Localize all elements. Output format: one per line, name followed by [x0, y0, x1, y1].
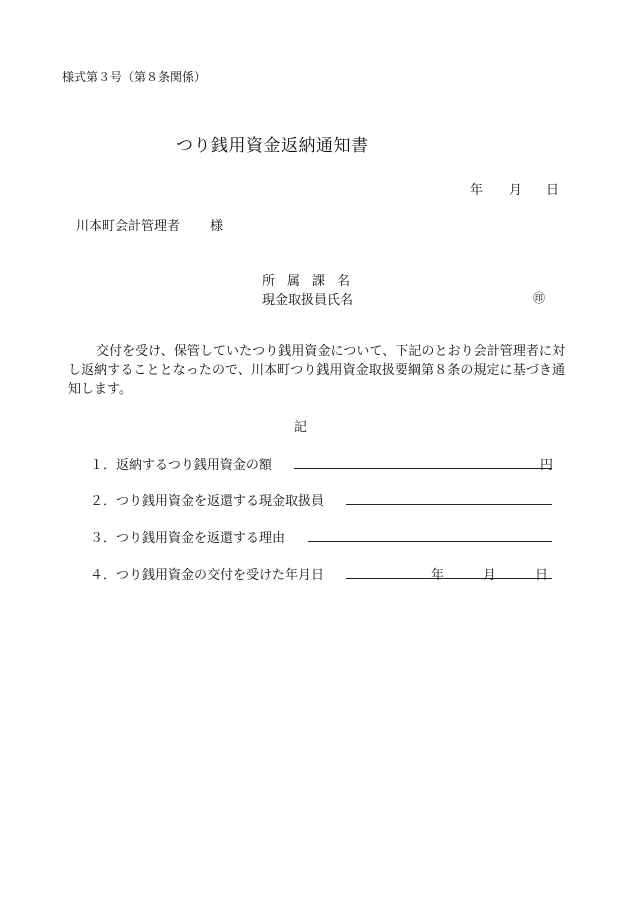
recipient-name: 川本町会計管理者	[76, 219, 181, 234]
form-number: 様式第３号（第８条関係）	[62, 70, 207, 84]
item-2-label: ２．つり銭用資金を返還する現金取扱員	[90, 494, 325, 509]
date-month-label: 月	[509, 183, 523, 198]
item-3-label: ３．つり銭用資金を返還する理由	[90, 531, 286, 546]
department-label: 所属課名	[262, 274, 363, 289]
seal-mark: ㊞	[533, 291, 546, 305]
item-2-handler-line[interactable]	[346, 504, 552, 505]
recipient	[76, 215, 223, 234]
item-3-reason-line[interactable]	[308, 541, 552, 542]
item-4-year-label: 年	[431, 568, 445, 583]
body-paragraph: 交付を受け、保管していたつり銭用資金について、下記のとおり会計管理者に対し返納することとなったので、川本町つり銭用資金取扱要綱第８条の規定に基づき通知します。	[68, 344, 565, 397]
item-1-amount-line[interactable]	[294, 468, 552, 469]
item-1-unit: 円	[540, 458, 554, 473]
item-4-date-line[interactable]	[346, 578, 552, 579]
item-4-label: ４．つり銭用資金の交付を受けた年月日	[90, 568, 325, 583]
item-4-month-label: 月	[483, 568, 497, 583]
date-year-label: 年	[470, 183, 484, 198]
recipient-honorific: 様	[210, 219, 224, 234]
item-4-day-label: 日	[535, 568, 549, 583]
cash-handler-name-label: 現金取扱員氏名	[262, 293, 354, 308]
document-title: つり銭用資金返納通知書	[176, 136, 369, 156]
item-1-label: １．返納するつり銭用資金の額	[90, 458, 272, 473]
ki-heading: 記	[294, 420, 308, 435]
date-day-label: 日	[546, 183, 560, 198]
